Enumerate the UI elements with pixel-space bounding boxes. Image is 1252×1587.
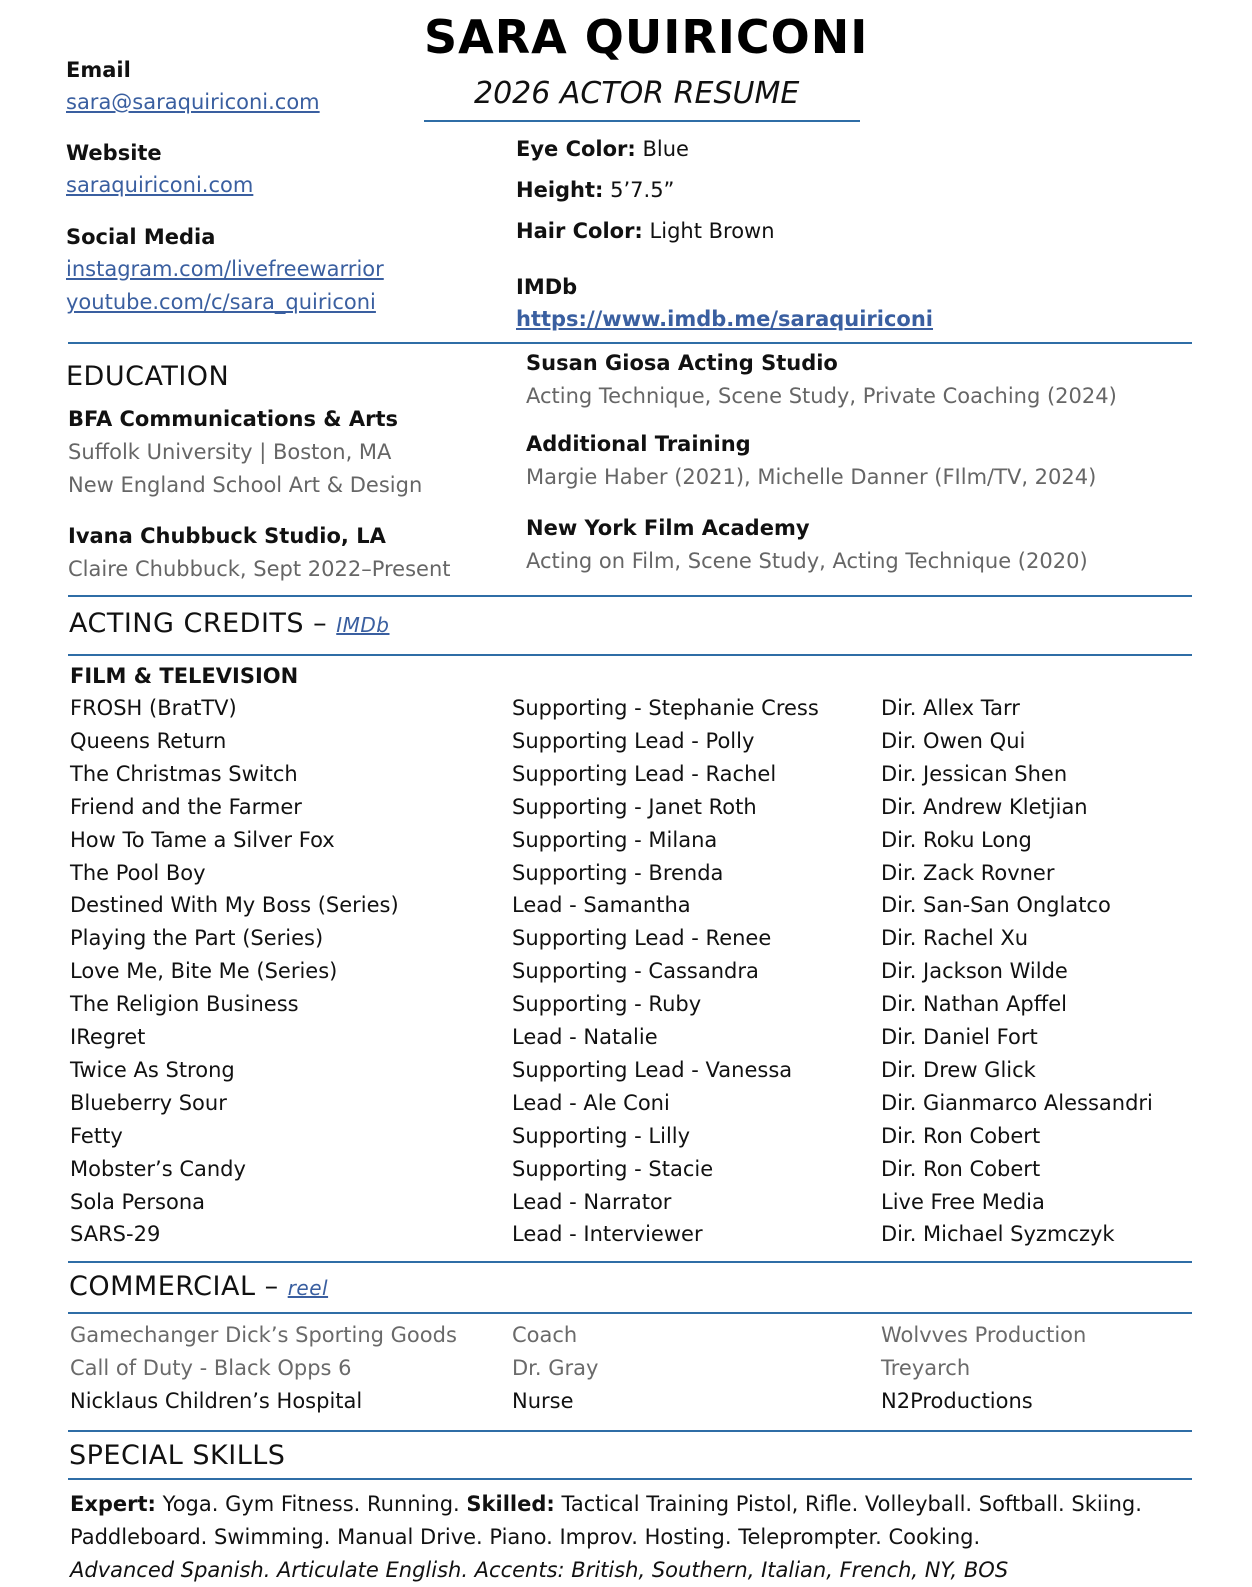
credit-role: Lead - Interviewer — [512, 1222, 703, 1247]
commercial-production: N2Productions — [881, 1389, 1033, 1413]
credit-role: Supporting Lead - Polly — [512, 728, 755, 753]
commercial-client: Nicklaus Children’s Hospital — [70, 1389, 363, 1413]
credit-title: How To Tame a Silver Fox — [70, 827, 335, 852]
edu-bfa-line-2: New England School Art & Design — [68, 473, 423, 497]
edu-bfa-heading: BFA Communications & Arts — [68, 407, 399, 431]
commercial-production: Wolvves Production — [881, 1323, 1087, 1347]
imdb-link[interactable]: https://www.imdb.me/saraquiriconi — [516, 307, 934, 331]
credit-title: The Christmas Switch — [70, 761, 298, 786]
credit-role: Supporting - Cassandra — [512, 959, 759, 984]
eye-color-value: Blue — [642, 137, 689, 161]
divider-5 — [68, 1312, 1192, 1314]
divider-7 — [68, 1478, 1192, 1480]
credit-director: Dir. Nathan Apffel — [881, 992, 1067, 1017]
website-link[interactable]: saraquiriconi.com — [66, 173, 254, 197]
commercial-title — [69, 1271, 328, 1302]
credit-role: Lead - Narrator — [512, 1189, 672, 1214]
credit-title: Friend and the Farmer — [70, 794, 302, 819]
credit-director: Dir. Drew Glick — [881, 1057, 1036, 1082]
credit-role: Supporting - Janet Roth — [512, 794, 757, 819]
table-row — [0, 795, 1252, 828]
divider-6 — [68, 1430, 1192, 1432]
title-underline — [424, 120, 860, 122]
skills-text — [70, 1488, 1220, 1587]
edu-bfa-line-1: Suffolk University | Boston, MA — [68, 440, 392, 464]
credit-director: Dir. Michael Syzmczyk — [881, 1222, 1115, 1247]
commercial-reel-link[interactable]: reel — [287, 1276, 329, 1300]
credit-title: Blueberry Sour — [70, 1090, 227, 1115]
website-label: Website — [66, 141, 162, 165]
credit-director: Dir. Owen Qui — [881, 728, 1026, 753]
credit-role: Lead - Natalie — [512, 1025, 658, 1049]
eye-color-label: Eye Color: — [516, 137, 636, 161]
credit-director: Dir. Jackson Wilde — [881, 959, 1068, 984]
imdb-label: IMDb — [516, 275, 578, 299]
table-row — [0, 1190, 1252, 1223]
height — [516, 178, 674, 202]
credit-title: Queens Return — [70, 728, 227, 753]
credit-role: Supporting - Brenda — [512, 860, 724, 885]
credit-director: Dir. Allex Tarr — [881, 696, 1020, 720]
table-row — [0, 1058, 1252, 1091]
table-row — [0, 1389, 1252, 1422]
commercial-role: Coach — [512, 1323, 578, 1347]
table-row — [0, 1222, 1252, 1255]
divider-1 — [68, 342, 1192, 344]
credit-title: Playing the Part (Series) — [70, 926, 324, 951]
social-media-label: Social Media — [66, 225, 216, 249]
credit-title: FROSH (BratTV) — [70, 696, 237, 720]
skilled-label: Skilled: — [466, 1492, 555, 1516]
credit-director: Dir. Gianmarco Alessandri — [881, 1090, 1153, 1115]
education-title: EDUCATION — [66, 361, 230, 392]
credit-role: Supporting - Milana — [512, 827, 718, 852]
page-title: SARA QUIRICONI — [424, 10, 869, 64]
edu-giosa-line: Acting Technique, Scene Study, Private Coaching (2024) — [526, 384, 1117, 408]
credit-director: Dir. Rachel Xu — [881, 926, 1029, 951]
table-row — [0, 992, 1252, 1025]
special-skills-title: SPECIAL SKILLS — [69, 1440, 286, 1471]
credit-director: Dir. San-San Onglatco — [881, 893, 1111, 918]
resume-subtitle: 2026 ACTOR RESUME — [474, 76, 800, 111]
language-skills: Advanced Spanish. Articulate English. Accents: British, Southern, Italian, French, NY, BOS — [70, 1558, 1009, 1582]
commercial-production: Treyarch — [881, 1356, 971, 1380]
table-row — [0, 926, 1252, 959]
table-row — [0, 959, 1252, 992]
credit-title: IRegret — [70, 1025, 146, 1049]
edu-nyfa-line: Acting on Film, Scene Study, Acting Technique (2020) — [526, 549, 1088, 573]
credit-title: Love Me, Bite Me (Series) — [70, 959, 338, 984]
table-row — [0, 696, 1252, 729]
email-label: Email — [66, 58, 131, 82]
credit-role: Supporting Lead - Renee — [512, 926, 772, 951]
credit-director: Dir. Jessican Shen — [881, 761, 1068, 786]
divider-3 — [68, 654, 1192, 656]
table-row — [0, 893, 1252, 926]
credit-director: Live Free Media — [881, 1189, 1045, 1214]
expert-skills: Yoga. Gym Fitness. Running. — [162, 1492, 460, 1516]
commercial-role: Nurse — [512, 1389, 574, 1413]
acting-imdb-link[interactable]: IMDb — [336, 613, 390, 637]
credit-title: SARS-29 — [70, 1222, 161, 1247]
table-row — [0, 1124, 1252, 1157]
credit-role: Lead - Ale Coni — [512, 1090, 670, 1115]
edu-giosa-heading: Susan Giosa Acting Studio — [526, 351, 838, 375]
credit-title: Fetty — [70, 1123, 123, 1148]
credit-title: Sola Persona — [70, 1189, 205, 1214]
table-row — [0, 1025, 1252, 1058]
email-link[interactable]: sara@saraquiriconi.com — [66, 90, 320, 114]
table-row — [0, 861, 1252, 894]
commercial-client: Gamechanger Dick’s Sporting Goods — [70, 1323, 457, 1347]
commercial-role: Dr. Gray — [512, 1356, 599, 1380]
credit-role: Supporting - Ruby — [512, 992, 702, 1017]
skilled-skills: Tactical Training Pistol, Rifle. Volleyball. Softball. Skiing. Paddleboard. Swimming. Manual Drive. Piano. Improv. Hosting. Teleprompter. Cooking. — [70, 1492, 1142, 1549]
edu-chubbuck-heading: Ivana Chubbuck Studio, LA — [68, 524, 386, 548]
film-tv-subheading: FILM & TELEVISION — [70, 664, 299, 688]
commercial-client: Call of Duty - Black Opps 6 — [70, 1356, 352, 1380]
eye-color — [516, 137, 689, 161]
expert-label: Expert: — [70, 1492, 156, 1516]
credit-role: Supporting - Lilly — [512, 1123, 691, 1148]
credit-title: Destined With My Boss (Series) — [70, 893, 399, 918]
credit-title: Mobster’s Candy — [70, 1156, 246, 1181]
credit-director: Dir. Andrew Kletjian — [881, 794, 1088, 819]
hair-color-value: Light Brown — [649, 219, 775, 243]
credit-title: The Pool Boy — [70, 860, 206, 885]
credit-role: Supporting Lead - Vanessa — [512, 1057, 793, 1082]
height-label: Height: — [516, 178, 604, 202]
table-row — [0, 1157, 1252, 1190]
table-row — [0, 762, 1252, 795]
credit-director: Dir. Ron Cobert — [881, 1156, 1041, 1181]
credit-role: Supporting - Stacie — [512, 1156, 714, 1181]
acting-credits-label: ACTING CREDITS – — [69, 608, 328, 639]
credit-role: Lead - Samantha — [512, 893, 691, 918]
credit-director: Dir. Ron Cobert — [881, 1123, 1041, 1148]
credit-role: Supporting - Stephanie Cress — [512, 696, 819, 720]
credit-director: Dir. Roku Long — [881, 827, 1032, 852]
credit-title: Twice As Strong — [70, 1057, 235, 1082]
edu-nyfa-heading: New York Film Academy — [526, 516, 810, 540]
acting-credits-title — [69, 608, 390, 639]
instagram-link[interactable]: instagram.com/livefreewarrior — [66, 257, 384, 281]
table-row — [0, 828, 1252, 861]
credit-role: Supporting Lead - Rachel — [512, 761, 777, 786]
edu-additional-line: Margie Haber (2021), Michelle Danner (FIlm/TV, 2024) — [526, 465, 1097, 489]
hair-color-label: Hair Color: — [516, 219, 643, 243]
credit-director: Dir. Zack Rovner — [881, 860, 1055, 885]
edu-chubbuck-line: Claire Chubbuck, Sept 2022–Present — [68, 557, 451, 581]
commercial-label: COMMERCIAL – — [69, 1271, 279, 1302]
table-row — [0, 729, 1252, 762]
table-row — [0, 1091, 1252, 1124]
credit-director: Dir. Daniel Fort — [881, 1025, 1038, 1049]
table-row — [0, 1356, 1252, 1389]
height-value: 5’7.5” — [610, 178, 675, 202]
credit-title: The Religion Business — [70, 992, 299, 1017]
table-row — [0, 1323, 1252, 1356]
divider-2 — [68, 595, 1192, 597]
youtube-link[interactable]: youtube.com/c/sara_quiriconi — [66, 290, 376, 314]
hair-color — [516, 219, 775, 243]
edu-additional-heading: Additional Training — [526, 432, 751, 456]
divider-4 — [68, 1261, 1192, 1263]
